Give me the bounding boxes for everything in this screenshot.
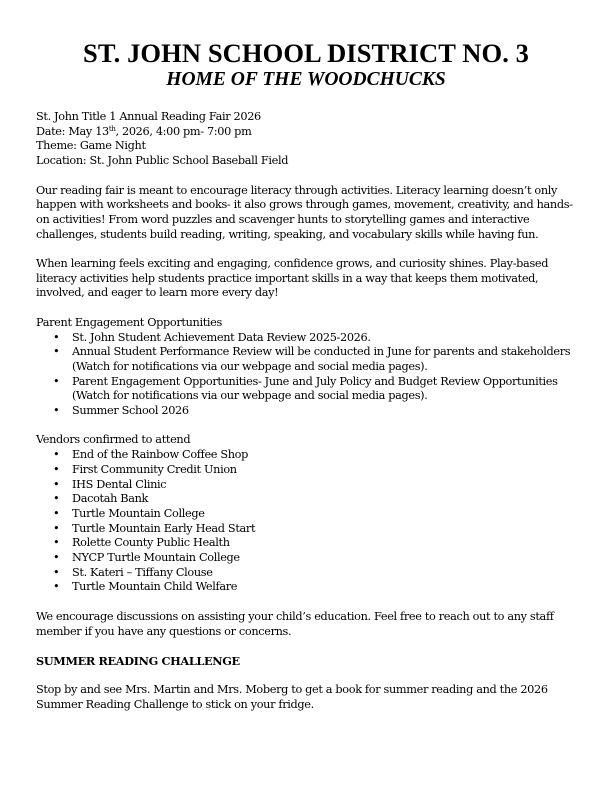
vendors-list [36, 448, 576, 595]
list-item: • Turtle Mountain College [72, 507, 576, 522]
list-item: • Parent Engagement Opportunities- June and July Policy and Budget Review Opportunities (Watch for notifications via our webpage and social media pages). [72, 375, 576, 404]
list-item: • St. John Student Achievement Data Review 2025-2026. [72, 331, 576, 346]
document-page [36, 38, 576, 713]
event-title: St. John Title 1 Annual Reading Fair 2026 [36, 110, 261, 123]
list-item: • NYCP Turtle Mountain College [72, 551, 576, 566]
list-item: • St. Kateri – Tiffany Clouse [72, 566, 576, 581]
event-date-ordinal: th [108, 124, 116, 133]
event-date-suffix: , 2026, 4:00 pm- 7:00 pm [115, 124, 252, 138]
list-item: • Annual Student Performance Review will be conducted in June for parents and stakeholders (Watch for notifications via our webpage and social media pages). [72, 345, 576, 374]
list-item: • Turtle Mountain Early Head Start [72, 522, 576, 537]
event-theme: Theme: Game Night [36, 139, 146, 153]
parent-engagement-list [36, 331, 576, 419]
list-item: • Turtle Mountain Child Welfare [72, 580, 576, 595]
engaging-paragraph: When learning feels exciting and engaging, confidence grows, and curiosity shines. Play-based literacy activities help students practice important skills in a way that keeps them motivated, involved, and eager to learn more every day! [36, 257, 549, 300]
district-title: ST. JOHN SCHOOL DISTRICT NO. 3 [82, 38, 529, 68]
list-item: • Summer School 2026 [72, 404, 576, 419]
event-date [36, 125, 576, 140]
list-item: • End of the Rainbow Coffee Shop [72, 448, 576, 463]
intro-paragraph: Our reading fair is meant to encourage literacy through activities. Literacy learning doesn’t only happen with worksheets and books- it also grows through games, movement, creativity, and hands-on activities! From word puzzles and scavenger hunts to storytelling games and interactive challenges, students build reading, writing, speaking, and vocabulary skills while having fun. [36, 183, 573, 241]
parent-engagement-heading: Parent Engagement Opportunities [36, 315, 222, 329]
closing-paragraph: We encourage discussions on assisting your child’s education. Feel free to reach out to any staff member if you have any questions or concerns. [36, 609, 554, 638]
summer-heading: SUMMER READING CHALLENGE [36, 653, 240, 668]
event-date-prefix: Date: May 13 [36, 124, 109, 138]
summer-paragraph: Stop by and see Mrs. Martin and Mrs. Moberg to get a book for summer reading and the 2026 Summer Reading Challenge to stick on your fridge. [36, 683, 548, 712]
event-info [36, 110, 576, 169]
district-motto: HOME OF THE WOODCHUCKS [166, 69, 446, 90]
vendors-heading: Vendors confirmed to attend [36, 433, 191, 447]
list-item: • First Community Credit Union [72, 463, 576, 478]
list-item: • Dacotah Bank [72, 492, 576, 507]
list-item: • IHS Dental Clinic [72, 478, 576, 493]
event-location: Location: St. John Public School Baseball Field [36, 154, 289, 168]
list-item: • Rolette County Public Health [72, 536, 576, 551]
